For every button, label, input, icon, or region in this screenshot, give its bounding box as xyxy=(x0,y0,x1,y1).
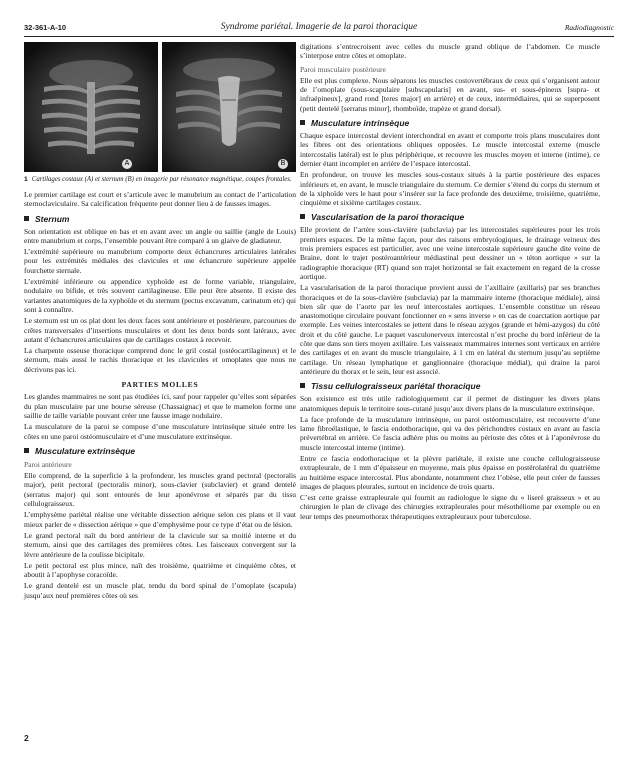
mri-sternum-image xyxy=(162,42,296,172)
paragraph: Elle est plus complexe. Nous séparons les muscles costovertébraux de ceux qui s’organisent autour de l’omoplate (sous-scapulaire [subscapularis] en avant, sus- et sous-épineux [supra- et infraépineux], grand rond [teres major] en arrière) et de ceux, intermédiaires, qui se superposent (petit dentelé [serratus minor], rhomboïde, trapèze et grand dorsal). xyxy=(300,75,600,113)
paragraph: L’extrémité inférieure ou appendice xyphoïde est de forme variable, triangulaire, nodulaire ou bifide, et très souvent cartilagineuse. Elle peut être absente. Il existe des variantes anatomiques de la xyphoïde et du sternum (pectus excavatum, carinatum etc) qui sont à connaître. xyxy=(24,277,296,314)
paragraph: La face profonde de la musculature intrinsèque, ou paroi ostéomusculaire, est recouverte d’une lame fibroélastique, le fascia endothoracique, qui va des périchondres costaux en avant au fascia prévertébral en arrière. Ce fascia adhère plus ou moins au périoste des côtes et à l’aponévrose du muscle intercostal interne (intime). xyxy=(300,414,600,452)
square-bullet-icon xyxy=(24,448,29,453)
paragraph: Le grand pectoral naît du bord antérieur de la clavicule sur sa moitié interne et du sternum, ainsi que des cartilages des premières côtes. Les faisceaux convergent sur la lèvre antérieure de la coulisse bicipitale. xyxy=(24,530,296,559)
paragraph: C’est cette graisse extrapleurale qui fournit au radiologue le signe du « liseré graisseux » et au chirurgien le plan de clivage des chirurgies extrapleurales pour mésothéliome par exemple ou en leur temps des pneumothorax thérapeutiques extrapleuraux pour tuberculose. xyxy=(300,493,600,521)
paragraph: La vascularisation de la paroi thoracique provient aussi de l’axillaire (axillaris) par ses branches thoraciques et de la sous-clavière (subclavia) par la mammaire interne (thoracique médiale), ainsi bien sûr que de l’aorte par les neuf intercostales aortiques. L’ensemble constitue un réseau anastomotique circulaire pouvant fonctionner en « sens inverse » en cas de coarctation aortique par exemple. Les veines intercostales se jettent dans le réseau azygos (grande et hémi-azygos) du côté droit et du côté gauche. Le paquet vasculonerveux intercostal n’est proche du bord inférieur de la côte que dans son tiers moyen axillaire. Les vaisseaux mammaires internes sont verticaux en arrière des cartilages et en avant du muscle triangulaire, à 1 cm en latéral du sternum jusqu’au septième cartilage. Un réseau lymphatique et ganglionnaire (thoracique médial), qui draine la paroi antérieure du thorax et le sein, leur est associé. xyxy=(300,283,600,376)
paragraph: Son existence est très utile radiologiquement car il permet de distinguer les divers plans anatomiques depuis le territoire sous-cutané jusqu’aux divers plans de la musculature extrinsèque. xyxy=(300,394,600,413)
section-heading-musculature-extrinseque: Musculature extrinsèque xyxy=(24,446,296,456)
paragraph: Le sternum est un os plat dont les deux faces sont antérieure et postérieure, parcourues de crêtes transversales d’insertions musculaires et dont les deux bords sont latéraux, avec autant d’échancrures articulaires que de cartilages costaux à recevoir. xyxy=(24,316,296,344)
figure-label-a: A xyxy=(122,159,132,169)
paragraph: Le petit pectoral est plus mince, naît des troisième, quatrième et cinquième côtes, et aboutit à l’apophyse coracoïde. xyxy=(24,560,296,580)
paragraph: En profondeur, on trouve les muscles sous-costaux situés à la partie postérieure des espaces inférieurs et, en avant, le muscle triangulaire du sternum. Ce dernier s’étend du corps du sternum et de la xiphoïde vers le haut pour s’insérer sur la face profonde des deuxième, troisième, quatrième, cinquième et sixième cartilages costaux. xyxy=(300,170,600,208)
paragraph: La charpente osseuse thoracique comprend donc le gril costal (ostéocartilagineux) et le sternum, mais aussi le rachis thoracique et les clavicules et omoplates que nous ne décrivons pas ici. xyxy=(24,346,296,374)
mri-image-a xyxy=(24,42,158,172)
section-heading-musculature-intrinseque: Musculature intrinsèque xyxy=(300,118,600,128)
paragraph: L’extrémité supérieure ou manubrium comporte deux échancrures articulaires latérales pour les extrémités médiales des clavicules et une échancrure supérieure appelée fourchette sternale. xyxy=(24,247,296,275)
figure-number: 1 xyxy=(24,176,28,183)
mri-image-b xyxy=(162,42,296,172)
left-column xyxy=(24,42,296,602)
section-heading-sternum: Sternum xyxy=(24,214,296,224)
section-category: Radiodiagnostic xyxy=(564,23,614,32)
right-column xyxy=(300,42,600,523)
page-number: 2 xyxy=(24,733,29,743)
paragraph: Son orientation est oblique en bas et en avant avec un angle ou saillie (angle de Louis) entre manubrium et corps, l’ensemble pouvant être comparé à un glaive de gladiateur. xyxy=(24,226,296,245)
paragraph: Elle comprend, de la superficie à la profondeur, les muscles grand pectoral (pectoralis major), petit pectoral (pectoralis minor), sous-clavier (subclavier) et grand dentelé (serratus major) qui sont entourés de leur aponévrose et séparés par du tissu cellulograisseux. xyxy=(24,471,296,509)
paragraph: L’emphysème pariétal réalise une véritable dissection aérique selon ces plans et il vaut mieux parler de « dissection aérique » que d’emphysème pour ce type d’état ou de lésion. xyxy=(24,510,296,529)
running-title: Syndrome pariétal. Imagerie de la paroi thoracique xyxy=(220,22,418,32)
paragraph: Elle provient de l’artère sous-clavière (subclavia) par les intercostales supérieures pour les trois premiers espaces. De la même façon, pour des raisons embryologiques, le drainage veineux des trois premiers espaces est particulier, avec une veine intercostale supérieure gauche dite veine de Braine, dont le trajet postéroantérieur médiastinal peut dessiner un « téton aortique » sur la radiographie thoracique (RT) quand son trajet horizontal se fait exactement en regard de la crosse aortique. xyxy=(300,225,600,281)
paragraph: digitations s’entrecroisent avec celles du muscle grand oblique de l’abdomen. Ce muscle s’interpose entre côtes et omoplate. xyxy=(300,42,600,61)
subheading-paroi-posterieure: Paroi musculaire postérieure xyxy=(300,64,386,74)
figure-caption-text: Cartilages costaux (A) et sternum (B) en imagerie par résonance magnétique, coupes frontales. xyxy=(31,176,292,183)
section-heading-tissu-cellulograisseux: Tissu cellulograisseux pariétal thoracique xyxy=(300,381,600,391)
paragraph: Le premier cartilage est court et s’articule avec le manubrium au contact de l’articulation sternoclaviculaire. Sa calcification fréquente peut donner lieu à de fausses images. xyxy=(24,190,296,209)
figure-caption xyxy=(24,176,296,184)
figure-1 xyxy=(24,42,296,172)
figure-label-b: B xyxy=(278,159,288,169)
subheading-paroi-anterieure: Paroi antérieure xyxy=(24,459,72,469)
square-bullet-icon xyxy=(24,216,29,221)
paragraph: Entre ce fascia endothoracique et la plèvre pariétale, il existe une couche cellulograisseuse extrapleurale, de 1 mm d’épaisseur en moyenne, mais plus épaisse en postérolatéral du quatrième au huitième espace intercostal. Plus abondante, notamment chez l’obèse, elle peut créer de fausses images de plaques pleurales, surtout en incidence de trois quarts. xyxy=(300,453,600,491)
paragraph: Le grand dentelé est un muscle plat, tendu du bord spinal de l’omoplate (scapula) jusqu’aux neuf premières côtes où ses xyxy=(24,581,296,600)
square-bullet-icon xyxy=(300,120,305,125)
mri-costal-cartilage-image xyxy=(24,42,158,172)
square-bullet-icon xyxy=(300,383,305,388)
article-reference: 32-361-A-10 xyxy=(24,23,67,32)
paragraph: Chaque espace intercostal devient interchondral en avant et comporte trois plans musculaires dont les fibres ont des orientations obliques opposées. Le muscle intercostal externe (muscle intercostalis latéral) est le plus périphérique, et recouvre les muscles moyen et interne (intime), ce dernier étant incomplet en arrière de l’espace intercostal. xyxy=(300,131,600,168)
square-bullet-icon xyxy=(300,214,305,219)
paragraph: Les glandes mammaires ne sont pas étudiées ici, sauf pour rappeler qu’elles sont séparées du plan musculaire par une bourse séreuse (Chassaignac) et que le mamelon forme une saillie de taille variable pouvant créer une fausse image nodulaire. xyxy=(24,392,296,420)
section-heading-parties-molles: PARTIES MOLLES xyxy=(121,380,199,390)
section-heading-vascularisation: Vascularisation de la paroi thoracique xyxy=(300,212,600,222)
running-header xyxy=(24,22,614,37)
paragraph: La musculature de la paroi se compose d’une musculature intrinsèque située entre les côtes en une paroi ostéomusculaire et d’une musculature extrinsèque. xyxy=(24,422,296,441)
